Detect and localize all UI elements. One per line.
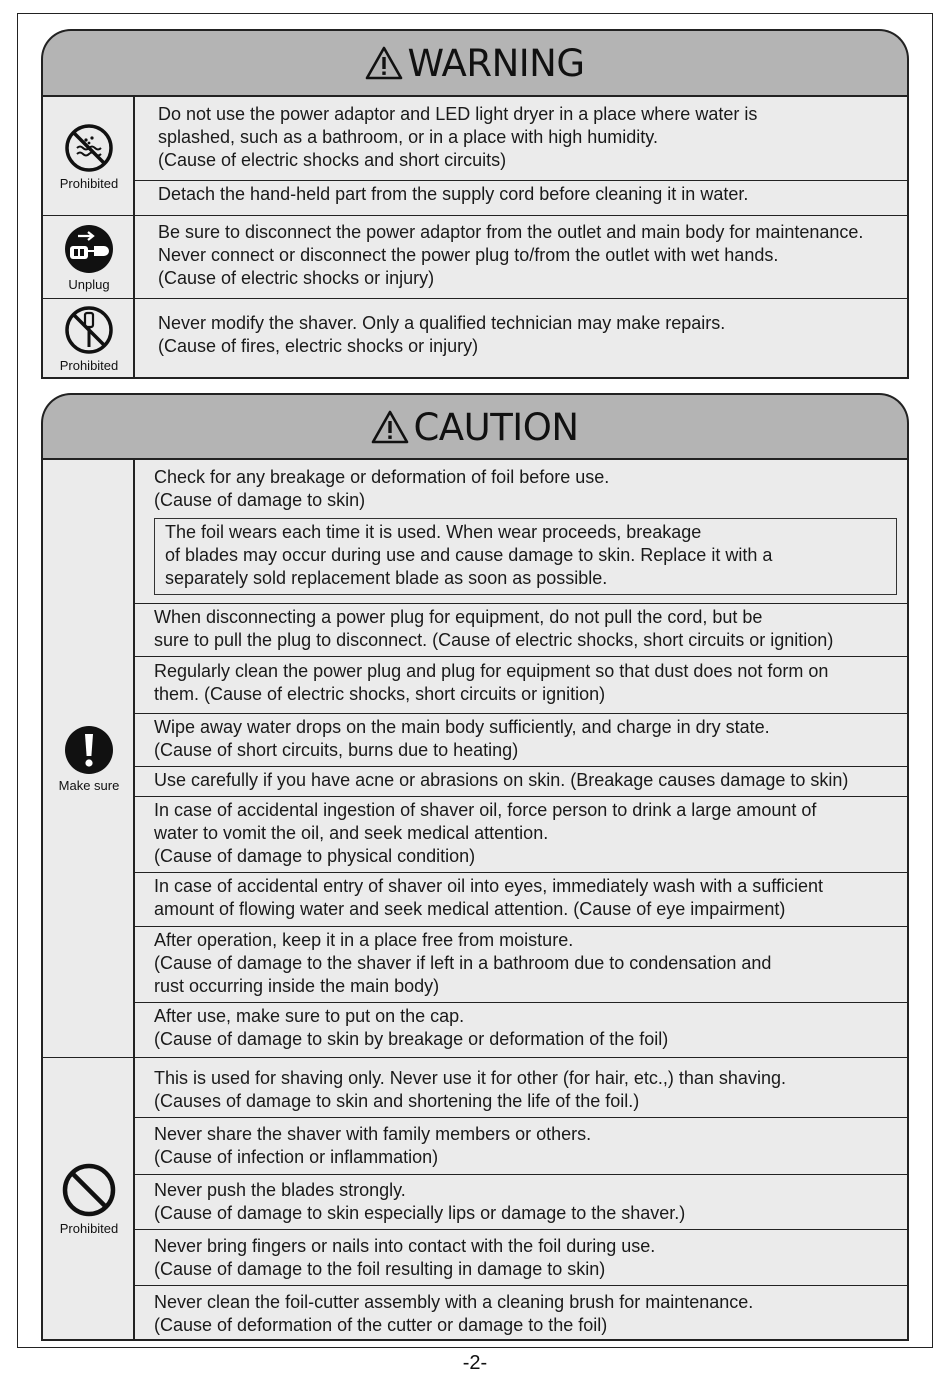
- unplug-icon: [64, 224, 114, 274]
- make-sure-item-1: Check for any breakage or deformation of foil before use. (Cause of damage to skin): [154, 467, 610, 510]
- prohibited-item-2: Never share the shaver with family members or others. (Cause of infection or inflammation): [154, 1124, 592, 1167]
- warning-triangle-icon: [365, 46, 403, 80]
- caution-table: [41, 458, 909, 1341]
- make-sure-item-8: After operation, keep it in a place free from moisture. (Cause of damage to the shaver if left in a bathroom due to condensation and rust occurring inside the main body): [154, 930, 772, 996]
- warning-row-1-item-1: Do not use the power adaptor and LED light dryer in a place where water is splashed, such as a bathroom, or in a place with high humidity. (Cause of electric shocks and short circuits): [158, 104, 758, 170]
- make-sure-item-3: Regularly clean the power plug and plug for equipment so that dust does not form on them. (Cause of electric shocks, short circuits or ignition): [154, 661, 829, 704]
- make-sure-item-4: Wipe away water drops on the main body sufficiently, and charge in dry state. (Cause of short circuits, burns due to heating): [154, 717, 770, 760]
- warning-table: [41, 95, 909, 379]
- warning-row-2-icon-cell: [43, 217, 135, 299]
- make-sure-item-6: In case of accidental ingestion of shaver oil, force person to drink a large amount of water to vomit the oil, and seek medical attention. (Cause of damage to physical condition): [154, 800, 817, 866]
- warning-triangle-icon: [371, 410, 409, 444]
- make-sure-item-7: In case of accidental entry of shaver oil into eyes, immediately wash with a sufficient amount of flowing water and seek medical attention. (Cause of eye impairment): [154, 876, 823, 919]
- caution-section: [41, 393, 909, 1341]
- warning-title: WARNING: [407, 41, 585, 85]
- prohibited-icon-cell: [43, 1059, 135, 1339]
- warning-section: [41, 29, 909, 379]
- prohibited-item-4: Never bring fingers or nails into contact with the foil during use. (Cause of damage to the foil resulting in damage to skin): [154, 1236, 656, 1279]
- warning-row-2-item-1: Be sure to disconnect the power adaptor from the outlet and main body for maintenance. Never connect or disconnect the power plug to/from the outlet with wet hands. (Cause of electric shocks or injury): [158, 222, 864, 288]
- warning-row-3-item-1: Never modify the shaver. Only a qualified technician may make repairs. (Cause of fires, electric shocks or injury): [158, 313, 726, 356]
- make-sure-item-9: After use, make sure to put on the cap. (Cause of damage to skin by breakage or deformation of the foil): [154, 1006, 669, 1049]
- make-sure-item-2: When disconnecting a power plug for equipment, do not pull the cord, but be sure to pull the plug to disconnect. (Cause of electric shocks, short circuits or ignition): [154, 607, 834, 650]
- no-water-icon: [64, 123, 114, 173]
- caution-title: CAUTION: [413, 405, 579, 449]
- make-sure-icon-label: Make sure: [58, 778, 120, 793]
- caution-header: [41, 393, 909, 459]
- prohibited-item-1: This is used for shaving only. Never use it for other (for hair, etc.,) than shaving. (Causes of damage to skin and shortening the life of the foil.): [154, 1068, 786, 1111]
- warning-row-3-icon-label: Prohibited: [59, 358, 119, 373]
- warning-row-2-icon-label: Unplug: [68, 277, 110, 292]
- make-sure-item-5: Use carefully if you have acne or abrasions on skin. (Breakage causes damage to skin): [154, 770, 849, 790]
- warning-row-3-icon-cell: [43, 300, 135, 378]
- prohibited-icon: [61, 1162, 117, 1218]
- no-disassembly-icon: [64, 305, 114, 355]
- warning-row-1-icon-cell: [43, 97, 135, 216]
- prohibited-item-3: Never push the blades strongly. (Cause of damage to skin especially lips or damage to the shaver.): [154, 1180, 686, 1223]
- make-sure-icon-cell: [43, 460, 135, 1058]
- page-number: -2-: [462, 1352, 488, 1374]
- prohibited-item-5: Never clean the foil-cutter assembly with a cleaning brush for maintenance. (Cause of deformation of the cutter or damage to the foil): [154, 1292, 754, 1335]
- exclamation-icon: [64, 725, 114, 775]
- warning-header: [41, 29, 909, 95]
- prohibited-icon-label: Prohibited: [59, 1221, 119, 1236]
- foil-wear-note: The foil wears each time it is used. When wear proceeds, breakage of blades may occur during use and cause damage to skin. Replace it with a separately sold replacement blade as soon as possible.: [154, 518, 897, 595]
- warning-row-1-icon-label: Prohibited: [59, 175, 119, 191]
- warning-row-1-item-2: Detach the hand-held part from the supply cord before cleaning it in water.: [158, 184, 749, 204]
